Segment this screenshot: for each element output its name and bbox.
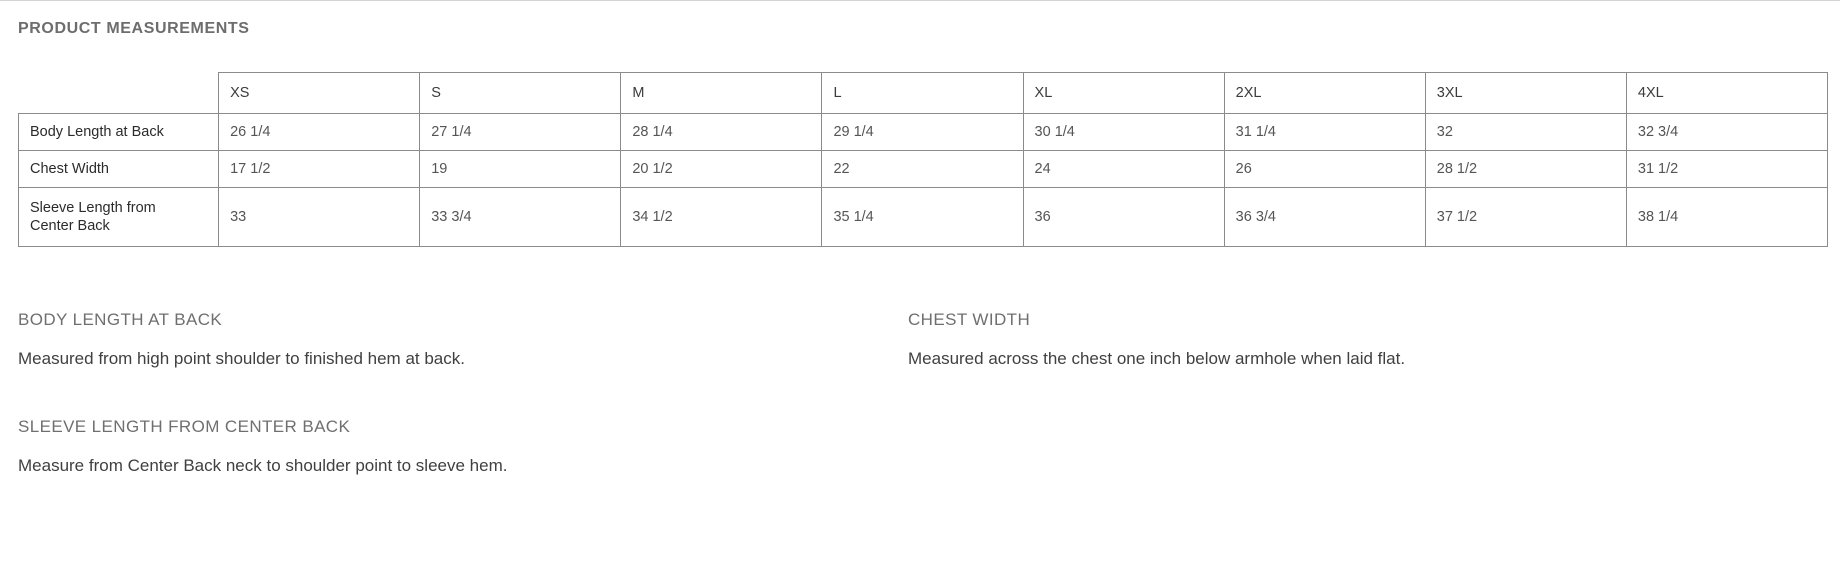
column-header-s: S — [420, 73, 621, 114]
cell-body-length-2xl: 31 1/4 — [1224, 114, 1425, 151]
note-body-body-length: Measured from high point shoulder to finished hem at back. — [18, 349, 465, 368]
cell-sleeve-length-l: 35 1/4 — [822, 188, 1023, 247]
note-chest-width — [908, 310, 1798, 369]
cell-chest-width-xs: 17 1/2 — [219, 151, 420, 188]
cell-sleeve-length-m: 34 1/2 — [621, 188, 822, 247]
note-body-chest-width: Measured across the chest one inch below armhole when laid flat. — [908, 349, 1406, 368]
column-header-3xl: 3XL — [1425, 73, 1626, 114]
column-header-xs: XS — [219, 73, 420, 114]
page-title: PRODUCT MEASUREMENTS — [18, 20, 250, 37]
cell-chest-width-l: 22 — [822, 151, 1023, 188]
measurement-notes — [18, 310, 1818, 524]
cell-body-length-3xl: 32 — [1425, 114, 1626, 151]
cell-chest-width-3xl: 28 1/2 — [1425, 151, 1626, 188]
cell-body-length-m: 28 1/4 — [621, 114, 822, 151]
cell-sleeve-length-xs: 33 — [219, 188, 420, 247]
row-label-sleeve-length: Sleeve Length from Center Back — [19, 188, 219, 247]
row-label-body-length: Body Length at Back — [19, 114, 219, 151]
top-divider — [0, 0, 1840, 1]
cell-sleeve-length-4xl: 38 1/4 — [1626, 188, 1827, 247]
cell-sleeve-length-s: 33 3/4 — [420, 188, 621, 247]
cell-chest-width-m: 20 1/2 — [621, 151, 822, 188]
table-row — [19, 114, 1828, 151]
table-row — [19, 188, 1828, 247]
table-row — [19, 151, 1828, 188]
cell-body-length-4xl: 32 3/4 — [1626, 114, 1827, 151]
measurements-table — [18, 72, 1828, 247]
cell-body-length-xl: 30 1/4 — [1023, 114, 1224, 151]
note-sleeve-length-from-center-back — [18, 417, 908, 476]
column-header-2xl: 2XL — [1224, 73, 1425, 114]
cell-chest-width-2xl: 26 — [1224, 151, 1425, 188]
note-title-sleeve-length: SLEEVE LENGTH FROM CENTER BACK — [18, 417, 351, 436]
note-body-sleeve-length: Measure from Center Back neck to shoulder point to sleeve hem. — [18, 456, 508, 475]
table-corner-cell — [19, 73, 219, 114]
column-header-xl: XL — [1023, 73, 1224, 114]
cell-body-length-s: 27 1/4 — [420, 114, 621, 151]
cell-body-length-xs: 26 1/4 — [219, 114, 420, 151]
cell-sleeve-length-2xl: 36 3/4 — [1224, 188, 1425, 247]
column-header-m: M — [621, 73, 822, 114]
cell-sleeve-length-3xl: 37 1/2 — [1425, 188, 1626, 247]
cell-body-length-l: 29 1/4 — [822, 114, 1023, 151]
cell-sleeve-length-xl: 36 — [1023, 188, 1224, 247]
note-body-length-at-back — [18, 310, 908, 369]
column-header-l: L — [822, 73, 1023, 114]
note-title-chest-width: CHEST WIDTH — [908, 310, 1031, 329]
row-label-chest-width: Chest Width — [19, 151, 219, 188]
column-header-4xl: 4XL — [1626, 73, 1827, 114]
table-header-row — [19, 73, 1828, 114]
note-title-body-length: BODY LENGTH AT BACK — [18, 310, 223, 329]
cell-chest-width-s: 19 — [420, 151, 621, 188]
cell-chest-width-xl: 24 — [1023, 151, 1224, 188]
cell-chest-width-4xl: 31 1/2 — [1626, 151, 1827, 188]
measurements-table-container — [18, 72, 1828, 247]
